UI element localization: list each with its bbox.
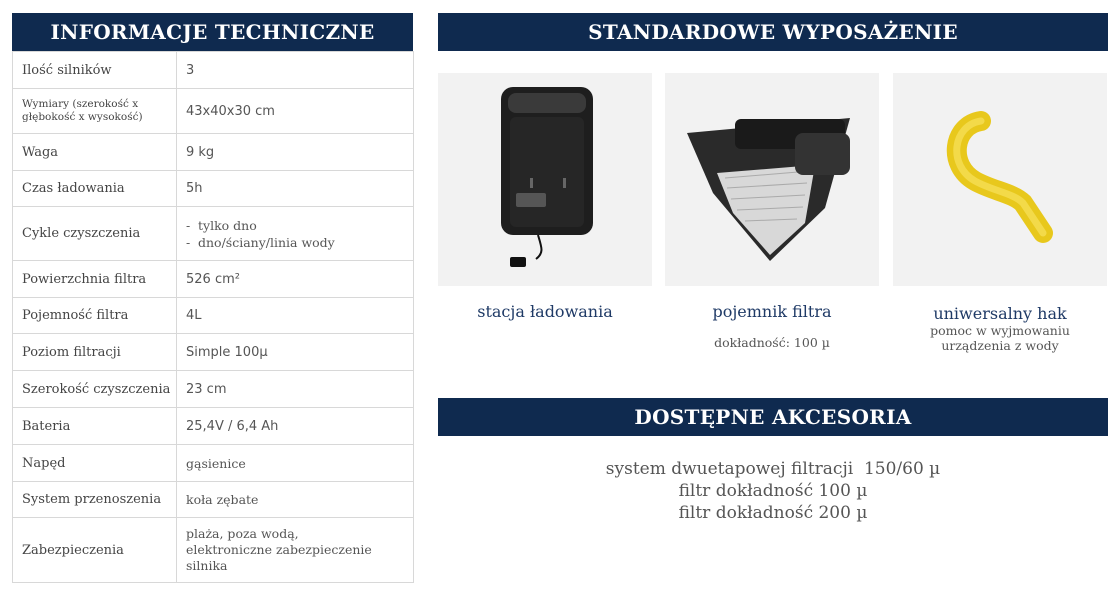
table-row — [13, 298, 414, 334]
spec-value: 3 — [177, 52, 414, 89]
spec-value: Simple 100µ — [177, 334, 414, 371]
spec-label-text: Wymiary (szerokość x głębokość x wysokość) — [22, 98, 143, 123]
list-item: system dwuetapowej filtracji 150/60 µ — [605, 459, 941, 479]
charging-station-image — [438, 73, 652, 286]
yellow-hook-icon — [893, 73, 1107, 286]
spec-label: Pojemność filtra — [13, 298, 177, 334]
spec-label: Poziom filtracji — [13, 334, 177, 371]
spec-label: Ilość silników — [13, 52, 177, 89]
table-row — [13, 52, 414, 89]
equipment-title: uniwersalny hak — [933, 304, 1067, 323]
table-row — [13, 518, 414, 583]
spec-label: Zabezpieczenia — [13, 518, 177, 583]
list-item-text: tylko dno — [198, 217, 257, 233]
subtitle-line: urządzenia z wody — [941, 338, 1059, 353]
spec-value: 526 cm² — [177, 261, 414, 298]
filter-basket-image — [665, 73, 879, 286]
table-row — [13, 445, 414, 482]
table-row — [13, 371, 414, 408]
cleaning-cycles-list — [186, 217, 413, 251]
spec-value: 25,4V / 6,4 Ah — [177, 408, 414, 445]
spec-label: Czas ładowania — [13, 171, 177, 207]
spec-label: Szerokość czyszczenia — [13, 371, 177, 408]
hook-image — [893, 73, 1107, 286]
list-item: filtr dokładność 100 µ — [678, 481, 868, 501]
equipment-subtitle — [893, 323, 1107, 353]
filter-basket-icon — [665, 73, 879, 286]
standard-equipment-header: STANDARDOWE WYPOSAŻENIE — [438, 13, 1108, 51]
list-item-text: dno/ściany/linia wody — [198, 234, 335, 250]
spec-value: koła zębate — [177, 482, 414, 518]
list-item: filtr dokładność 200 µ — [678, 503, 868, 523]
table-row — [13, 261, 414, 298]
spec-value: 23 cm — [177, 371, 414, 408]
equipment-title: stacja ładowania — [477, 302, 613, 321]
accessories-list — [438, 458, 1108, 524]
list-item: - tylko dno — [186, 217, 257, 233]
table-row — [13, 207, 414, 261]
spec-label: Cykle czyszczenia — [13, 207, 177, 261]
table-row — [13, 134, 414, 171]
accessories-header: DOSTĘPNE AKCESORIA — [438, 398, 1108, 436]
spec-label: Napęd — [13, 445, 177, 482]
spec-label: Waga — [13, 134, 177, 171]
spec-value: 9 kg — [177, 134, 414, 171]
table-row — [13, 334, 414, 371]
table-row — [13, 408, 414, 445]
spec-label: Bateria — [13, 408, 177, 445]
table-row — [13, 171, 414, 207]
spec-label: Powierzchnia filtra — [13, 261, 177, 298]
table-row — [13, 89, 414, 134]
tech-info-header: INFORMACJE TECHNICZNE — [12, 13, 413, 51]
equipment-title: pojemnik filtra — [712, 302, 832, 321]
list-item: - dno/ściany/linia wody — [186, 234, 335, 250]
spec-value: gąsienice — [177, 445, 414, 482]
tech-specs-table — [12, 51, 414, 583]
table-row — [13, 482, 414, 518]
spec-label — [13, 89, 177, 134]
spec-value — [177, 207, 414, 261]
equipment-subtitle: dokładność: 100 µ — [714, 335, 830, 350]
spec-label: System przenoszenia — [13, 482, 177, 518]
subtitle-line: pomoc w wyjmowaniu — [930, 323, 1070, 338]
spec-value: 5h — [177, 171, 414, 207]
spec-value: 4L — [177, 298, 414, 334]
spec-value: 43x40x30 cm — [177, 89, 414, 134]
spec-value: plaża, poza wodą, elektroniczne zabezpieczenie silnika — [177, 518, 414, 583]
charging-station-icon — [438, 73, 652, 286]
